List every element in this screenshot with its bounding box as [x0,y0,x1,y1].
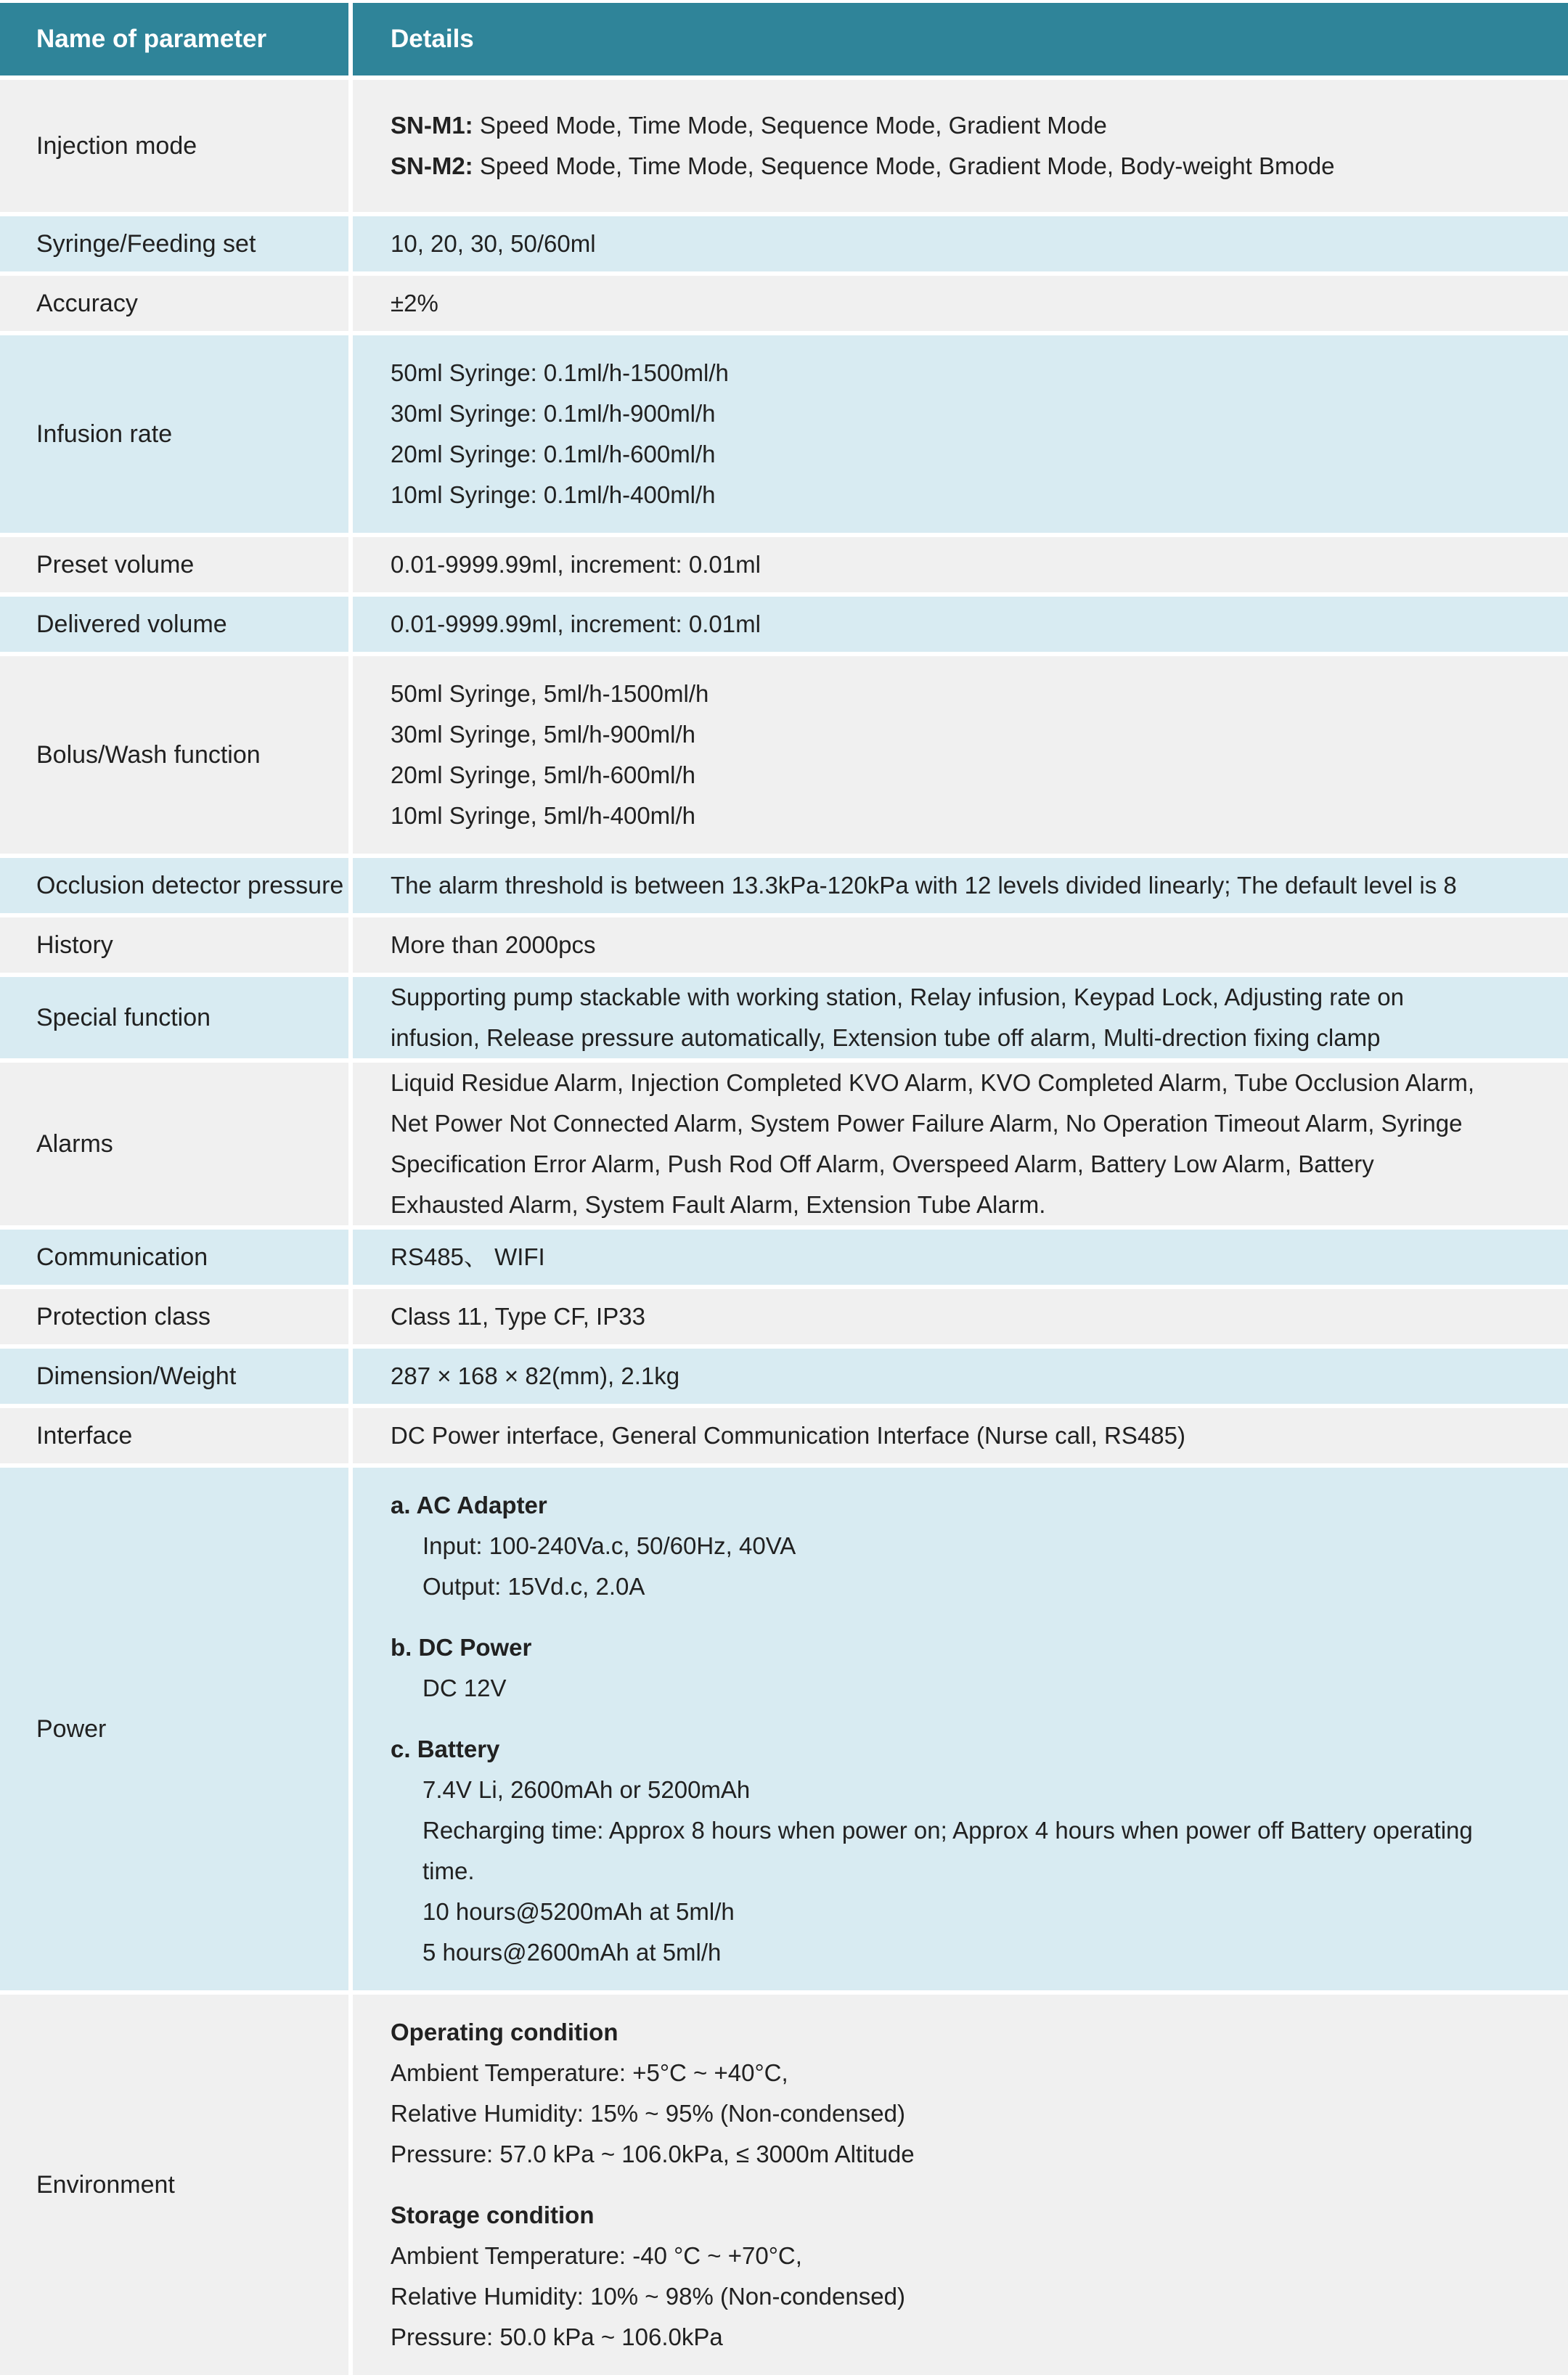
param-cell [0,80,348,212]
param-cell [0,335,348,533]
detail-line: Pressure: 57.0 kPa ~ 106.0kPa, ≤ 3000m Altitude [391,2141,915,2167]
param-label: Protection class [36,1302,211,1330]
param-label: Communication [36,1243,208,1271]
table-row [0,1468,1568,1990]
detail-line-prefix: SN-M1: [391,112,473,139]
header-details-label: Details [391,25,474,53]
param-cell [0,977,348,1058]
param-label: Accuracy [36,289,138,317]
param-cell [0,858,348,913]
param-cell [0,917,348,973]
detail-line: Supporting pump stackable with working station, Relay infusion, Keypad Lock, Adjusting rate on infusion, Release pressure automatically, Extension tube off alarm, Multi-drection fixing clamp [391,984,1404,1051]
param-label: Delivered volume [36,610,227,638]
detail-line: Pressure: 50.0 kPa ~ 106.0kPa [391,2323,723,2350]
details-cell [353,537,1568,592]
param-label: Infusion rate [36,420,173,448]
param-label: Bolus/Wash function [36,740,261,769]
details-cell [353,1063,1568,1225]
param-label: Environment [36,2170,175,2199]
detail-line: SN-M1: Speed Mode, Time Mode, Sequence Mode, Gradient Mode [391,112,1107,139]
param-cell [0,656,348,854]
details-cell [353,1408,1568,1463]
detail-line: Input: 100-240Va.c, 50/60Hz, 40VA [422,1532,796,1559]
detail-line: 5 hours@2600mAh at 5ml/h [422,1939,722,1966]
table-row [0,656,1568,854]
table-row [0,276,1568,331]
details-cell [353,656,1568,854]
detail-line: 30ml Syringe: 0.1ml/h-900ml/h [391,400,716,427]
details-cell [353,216,1568,271]
detail-line: 10ml Syringe: 0.1ml/h-400ml/h [391,481,716,508]
param-cell [0,276,348,331]
details-cell [353,276,1568,331]
header-param-label: Name of parameter [36,25,267,53]
detail-line: 50ml Syringe, 5ml/h-1500ml/h [391,680,709,707]
detail-line: Storage condition [391,2202,595,2228]
detail-line: b. DC Power [391,1634,532,1661]
detail-line-prefix: SN-M2: [391,152,473,179]
param-cell [0,216,348,271]
detail-line: a. AC Adapter [391,1492,547,1518]
detail-line: 287 × 168 × 82(mm), 2.1kg [391,1362,680,1389]
detail-line: 50ml Syringe: 0.1ml/h-1500ml/h [391,359,729,386]
param-label: Dimension/Weight [36,1362,237,1390]
header-details-cell [353,3,1568,75]
details-cell [353,1349,1568,1404]
table-row [0,977,1568,1058]
param-cell [0,1063,348,1225]
table-row [0,597,1568,652]
detail-line: 0.01-9999.99ml, increment: 0.01ml [391,610,761,637]
table-row [0,1230,1568,1285]
detail-line: DC Power interface, General Communication Interface (Nurse call, RS485) [391,1422,1185,1449]
param-label: History [36,931,113,959]
details-cell [353,597,1568,652]
param-cell [0,1995,348,2375]
param-label: Occlusion detector pressure [36,871,344,899]
detail-line: Ambient Temperature: -40 °C ~ +70°C, [391,2242,802,2269]
param-label: Special function [36,1003,211,1031]
details-cell [353,80,1568,212]
param-cell [0,1408,348,1463]
table-row [0,1995,1568,2375]
param-label: Injection mode [36,131,197,160]
detail-line: c. Battery [391,1736,500,1762]
param-cell [0,1349,348,1404]
table-row [0,335,1568,533]
table-header-row [0,3,1568,75]
param-label: Preset volume [36,550,195,579]
detail-line: Operating condition [391,2019,618,2045]
param-label: Alarms [36,1129,113,1158]
detail-line: The alarm threshold is between 13.3kPa-120kPa with 12 levels divided linearly; The default level is 8 [391,872,1457,899]
table-row [0,1408,1568,1463]
table-row [0,537,1568,592]
table-row [0,1063,1568,1225]
detail-line: DC 12V [422,1675,507,1701]
detail-line: Relative Humidity: 10% ~ 98% (Non-condensed) [391,2283,905,2310]
table-body [0,80,1568,2375]
detail-line: 10ml Syringe, 5ml/h-400ml/h [391,802,696,829]
detail-line: Class 11, Type CF, IP33 [391,1303,645,1330]
table-row [0,80,1568,212]
table-row [0,1349,1568,1404]
detail-line: Relative Humidity: 15% ~ 95% (Non-condensed) [391,2100,905,2127]
param-label: Power [36,1714,107,1743]
detail-line: Recharging time: Approx 8 hours when power on; Approx 4 hours when power off Battery operating time. [422,1817,1473,1884]
detail-line: 0.01-9999.99ml, increment: 0.01ml [391,551,761,578]
detail-line: 7.4V Li, 2600mAh or 5200mAh [422,1776,751,1803]
param-cell [0,1230,348,1285]
details-cell [353,858,1568,913]
detail-line: 20ml Syringe, 5ml/h-600ml/h [391,761,696,788]
detail-line: 10, 20, 30, 50/60ml [391,230,596,257]
param-cell [0,1468,348,1990]
detail-line: Liquid Residue Alarm, Injection Completed KVO Alarm, KVO Completed Alarm, Tube Occlusion Alarm, Net Power Not Connected Alarm, System Power Failure Alarm, No Operation Timeout Alarm, Syringe Specification Error Alarm, Push Rod Off Alarm, Overspeed Alarm, Battery Low Alarm, Battery Exhausted Alarm, System Fault Alarm, Extension Tube Alarm. [391,1069,1475,1218]
detail-line: 30ml Syringe, 5ml/h-900ml/h [391,721,696,748]
header-param-cell [0,3,348,75]
param-cell [0,1289,348,1344]
details-cell [353,1230,1568,1285]
detail-line: Ambient Temperature: +5°C ~ +40°C, [391,2059,788,2086]
param-cell [0,597,348,652]
param-cell [0,537,348,592]
details-cell [353,977,1568,1058]
table-row [0,1289,1568,1344]
details-cell [353,1995,1568,2375]
details-cell [353,1468,1568,1990]
details-cell [353,1289,1568,1344]
detail-line: RS485、 WIFI [391,1243,545,1270]
detail-line: Output: 15Vd.c, 2.0A [422,1573,645,1600]
param-label: Interface [36,1421,133,1450]
param-label: Syringe/Feeding set [36,229,256,258]
detail-line: SN-M2: Speed Mode, Time Mode, Sequence Mode, Gradient Mode, Body-weight Bmode [391,152,1335,179]
detail-line: More than 2000pcs [391,931,596,958]
detail-line: 10 hours@5200mAh at 5ml/h [422,1898,735,1925]
table-row [0,917,1568,973]
table-row [0,216,1568,271]
table-row [0,858,1568,913]
details-cell [353,335,1568,533]
detail-line: 20ml Syringe: 0.1ml/h-600ml/h [391,441,716,467]
details-cell [353,917,1568,973]
detail-line: ±2% [391,290,438,316]
